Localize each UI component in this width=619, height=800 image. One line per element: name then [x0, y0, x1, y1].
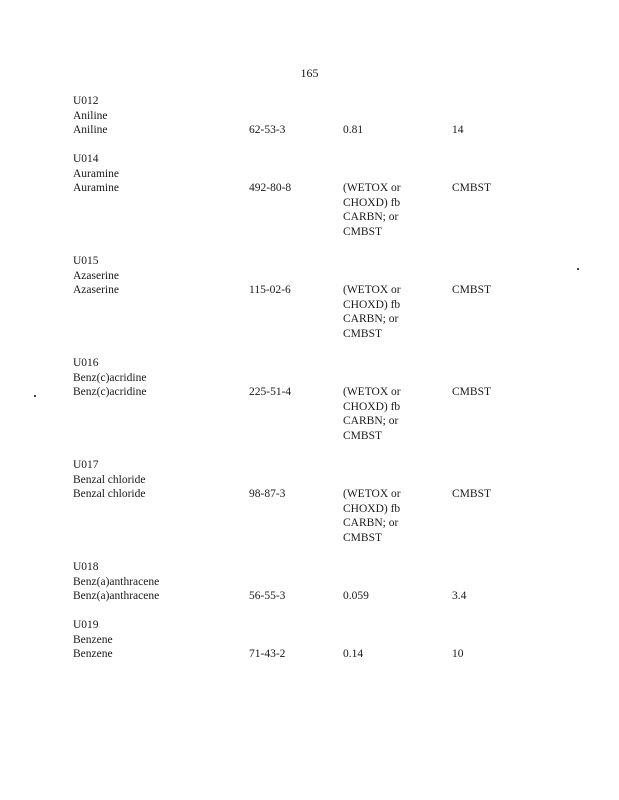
- cas-number: 225-51-4: [249, 386, 292, 399]
- waste-code: U018: [73, 561, 99, 573]
- wastewater-line: CARBN; or: [343, 415, 399, 428]
- wastewater-standard: [343, 283, 401, 341]
- waste-entry: [73, 94, 553, 138]
- cas-number: 71-43-2: [249, 648, 286, 661]
- constituent-row: [73, 283, 553, 340]
- nonwastewater-standard: CMBST: [452, 386, 491, 399]
- wastewater-standard: [343, 181, 401, 239]
- scan-speck: [577, 268, 579, 270]
- waste-code: U019: [73, 619, 99, 631]
- waste-code: U014: [73, 153, 99, 165]
- wastewater-line: (WETOX or: [343, 284, 401, 297]
- page-number: 165: [300, 66, 319, 80]
- constituent-row: [73, 181, 553, 238]
- waste-code: U012: [73, 95, 99, 107]
- constituent-name: Benzal chloride: [73, 488, 146, 501]
- wastewater-line: CMBST: [343, 327, 382, 340]
- waste-description: Auramine: [73, 167, 119, 180]
- wastewater-line: CARBN; or: [343, 211, 399, 224]
- constituent-name: Aniline: [73, 124, 108, 137]
- constituent-name: Benzene: [73, 648, 113, 661]
- constituent-row: [73, 647, 553, 662]
- waste-description: Benzene: [73, 633, 113, 646]
- waste-entry: [73, 356, 553, 442]
- wastewater-line: CHOXD) fb: [343, 196, 401, 209]
- waste-entry: [73, 254, 553, 340]
- wastewater-standard: [343, 487, 401, 545]
- wastewater-line: 0.059: [343, 590, 369, 603]
- wastewater-line: CARBN; or: [343, 517, 399, 530]
- waste-description: Benz(a)anthracene: [73, 575, 160, 588]
- nonwastewater-standard: CMBST: [452, 488, 491, 501]
- wastewater-line: (WETOX or: [343, 386, 401, 399]
- constituent-name: Benz(a)anthracene: [73, 590, 160, 603]
- cas-number: 56-55-3: [249, 590, 286, 603]
- cas-number: 115-02-6: [249, 284, 291, 297]
- wastewater-standard: [343, 385, 401, 443]
- wastewater-line: 0.14: [343, 648, 364, 661]
- waste-entry: [73, 560, 553, 604]
- waste-entry: [73, 458, 553, 544]
- waste-entry: [73, 152, 553, 238]
- wastewater-standard: [343, 647, 363, 662]
- nonwastewater-standard: CMBST: [452, 182, 491, 195]
- nonwastewater-standard: 14: [452, 124, 464, 137]
- constituent-name: Auramine: [73, 182, 119, 195]
- wastewater-line: CARBN; or: [343, 313, 399, 326]
- nonwastewater-standard: 10: [452, 648, 464, 661]
- waste-description: Azaserine: [73, 269, 119, 282]
- nonwastewater-standard: 3.4: [452, 590, 467, 603]
- nonwastewater-standard: CMBST: [452, 284, 491, 297]
- cas-number: 492-80-8: [249, 182, 292, 195]
- waste-description: Benzal chloride: [73, 473, 146, 486]
- cas-number: 98-87-3: [249, 488, 286, 501]
- wastewater-line: CMBST: [343, 429, 382, 442]
- wastewater-line: (WETOX or: [343, 182, 401, 195]
- wastewater-line: CMBST: [343, 225, 382, 238]
- constituent-row: [73, 385, 553, 442]
- scan-speck: [34, 395, 36, 397]
- wastewater-line: CMBST: [343, 531, 382, 544]
- constituent-row: [73, 123, 553, 138]
- waste-description: Benz(c)acridine: [73, 371, 147, 384]
- waste-description: Aniline: [73, 109, 108, 122]
- wastewater-line: CHOXD) fb: [343, 400, 401, 413]
- constituent-row: [73, 589, 553, 604]
- waste-code: U016: [73, 357, 99, 369]
- waste-code: U015: [73, 255, 99, 267]
- constituent-name: Benz(c)acridine: [73, 386, 147, 399]
- cas-number: 62-53-3: [249, 124, 286, 137]
- constituent-row: [73, 487, 553, 544]
- waste-code: U017: [73, 459, 99, 471]
- constituent-name: Azaserine: [73, 284, 119, 297]
- wastewater-line: 0.81: [343, 124, 364, 137]
- wastewater-line: CHOXD) fb: [343, 502, 401, 515]
- wastewater-standard: [343, 123, 363, 138]
- wastewater-line: (WETOX or: [343, 488, 401, 501]
- waste-entry: [73, 618, 553, 662]
- wastewater-line: CHOXD) fb: [343, 298, 401, 311]
- wastewater-standard: [343, 589, 369, 604]
